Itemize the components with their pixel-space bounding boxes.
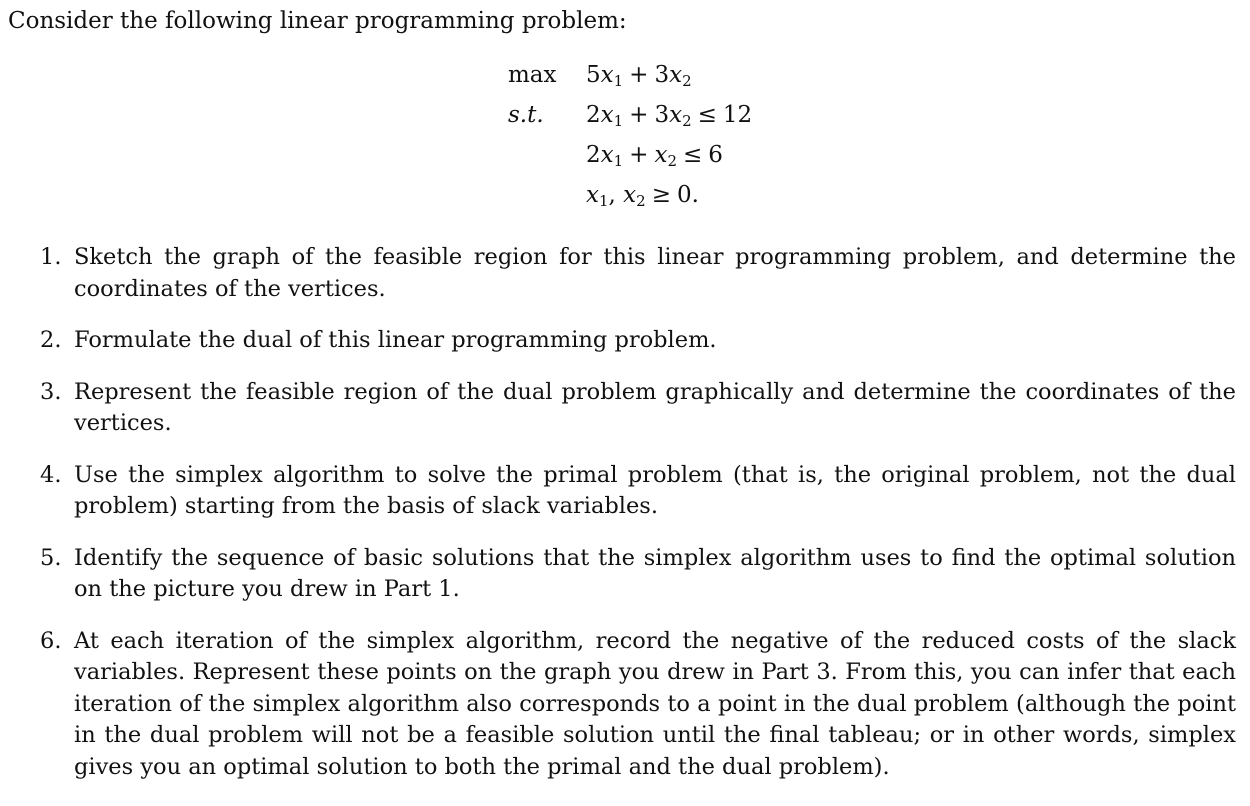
- nonnegativity-expression: $x_1$, $x_2 \ge 0$.: [586, 182, 699, 210]
- question-item: [40, 626, 1236, 784]
- question-text: Sketch the graph of the feasible region for this linear programming problem, and determine the coordinates of the vertices.: [74, 244, 1236, 302]
- question-item: [40, 325, 1236, 357]
- constraint-label: s.t.: [508, 102, 544, 128]
- question-number: 5.: [40, 544, 62, 571]
- intro-text: Consider the following linear programming problem:: [8, 8, 627, 34]
- question-item: [40, 377, 1236, 440]
- constraint-2-expression: $2x_1 + x_2 \le 6$: [586, 142, 723, 170]
- objective-expression: $5x_1 + 3x_2$: [586, 62, 692, 90]
- question-number: 2.: [40, 327, 62, 353]
- question-text: At each iteration of the simplex algorithm, record the negative of the reduced costs of the slack variables. Represent these points on the graph you drew in Part 3. From this, you can infer that each iteration of the simplex algorithm also corresponds to a point in the dual problem (although the point in the dual problem will not be a feasible solution until the final tableau; or in other words, simplex gives you an optimal solution to both the primal and the dual problem).: [74, 627, 1236, 780]
- question-text: Represent the feasible region of the dual problem graphically and determine the coordinates of the vertices.: [74, 378, 1236, 436]
- question-text: Identify the sequence of basic solutions that the simplex algorithm uses to find the optimal solution on the picture you drew in Part 1.: [74, 544, 1236, 602]
- question-number: 1.: [40, 244, 62, 270]
- question-number: 3.: [40, 378, 62, 405]
- question-number: 6.: [40, 627, 62, 654]
- objective-label: max: [508, 62, 557, 88]
- question-item: [40, 242, 1236, 305]
- question-text: Formulate the dual of this linear programming problem.: [74, 327, 717, 353]
- question-list: [40, 242, 1236, 803]
- question-item: [40, 543, 1236, 606]
- constraint-1-expression: $2x_1 + 3x_2 \le 12$: [586, 102, 753, 130]
- question-number: 4.: [40, 461, 62, 488]
- question-text: Use the simplex algorithm to solve the primal problem (that is, the original problem, not the dual problem) starting from the basis of slack variables.: [74, 461, 1236, 519]
- question-item: [40, 460, 1236, 523]
